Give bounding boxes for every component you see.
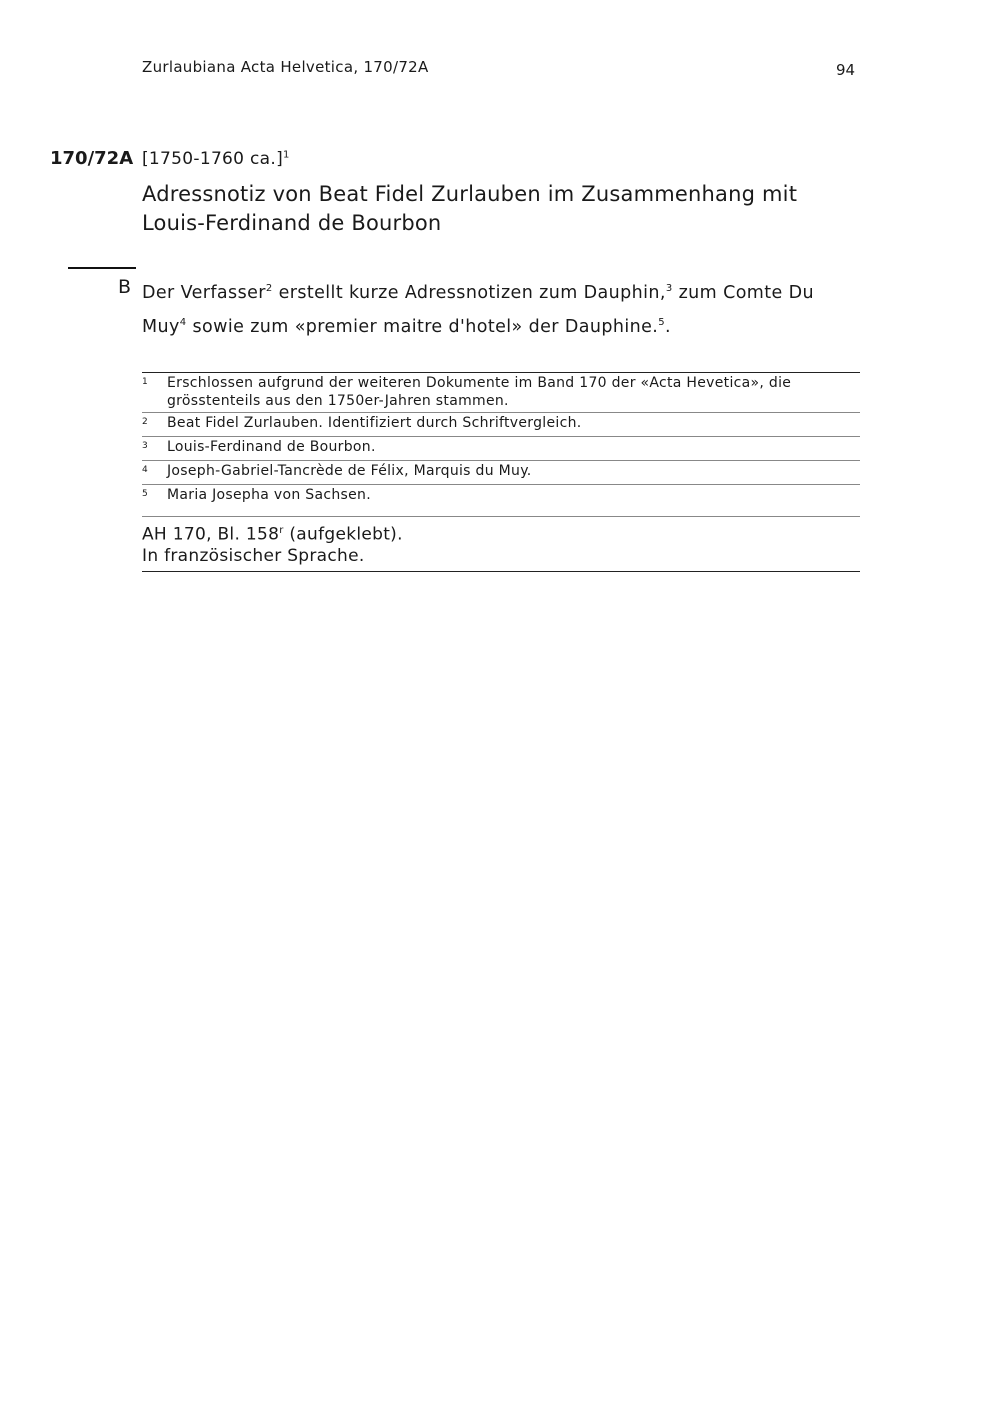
footnote-text: Joseph-Gabriel-Tancrède de Félix, Marquis du Muy.: [167, 463, 532, 479]
page-number: 94: [836, 61, 856, 79]
footnote-text: Louis-Ferdinand de Bourbon.: [167, 439, 376, 455]
summary-text-3: zum Comte Du Muy: [142, 282, 815, 337]
shelfmark-text: AH 170, Bl. 158: [142, 524, 280, 545]
source-shelfmark: [142, 520, 860, 546]
footnote-text: Erschlossen aufgrund der weiteren Dokumente im Band 170 der «Acta Hevetica», die grösstenteils aus den 1750er-Jahren stammen.: [167, 375, 792, 409]
document-date-text: [1750-1760 ca.]: [142, 149, 283, 169]
summary-text-4: sowie zum «premier maitre d'hotel» der Dauphine.: [186, 316, 659, 337]
footnote-item: [142, 372, 860, 412]
footnote-item: [142, 460, 860, 484]
summary-text-5: .: [665, 316, 671, 337]
footnote-ref-4[interactable]: 4: [179, 316, 187, 328]
footnote-number: 4: [142, 465, 149, 475]
footnote-text: Beat Fidel Zurlauben. Identifiziert durch Schriftvergleich.: [167, 415, 582, 431]
summary-text-2: erstellt kurze Adressnotizen zum Dauphin,: [272, 282, 666, 303]
footnotes: [142, 372, 860, 572]
footnote-item: [142, 484, 860, 508]
footnote-number: 1: [142, 377, 149, 387]
document-title: Adressnotiz von Beat Fidel Zurlauben im Zusammenhang mit Louis-Ferdinand de Bourbon: [142, 182, 798, 235]
shelfmark-suffix: (aufgeklebt).: [283, 524, 403, 545]
document-number: 170/72A: [50, 148, 134, 169]
footnote-number: 2: [142, 417, 149, 427]
margin-rule: [68, 267, 136, 269]
footnote-number: 5: [142, 489, 149, 499]
source-language: In französischer Sprache.: [142, 545, 365, 566]
folio-side: r: [279, 525, 284, 536]
footnote-number: 3: [142, 441, 149, 451]
footnote-item: [142, 412, 860, 436]
source-block: [142, 516, 860, 572]
running-title: Zurlaubiana Acta Helvetica, 170/72A: [142, 58, 429, 76]
document-date: [142, 149, 290, 169]
footnote-text: Maria Josepha von Sachsen.: [167, 487, 371, 503]
footnote-ref-3[interactable]: 3: [665, 283, 673, 294]
footnote-item: [142, 436, 860, 460]
summary-text-1: Der Verfasser: [142, 282, 266, 303]
section-marker: B: [118, 276, 132, 298]
footnote-ref-2[interactable]: 2: [265, 283, 273, 294]
document-summary: [142, 274, 862, 342]
footnote-ref-1[interactable]: 1: [283, 149, 290, 161]
footnote-ref-5[interactable]: 5: [658, 316, 666, 328]
